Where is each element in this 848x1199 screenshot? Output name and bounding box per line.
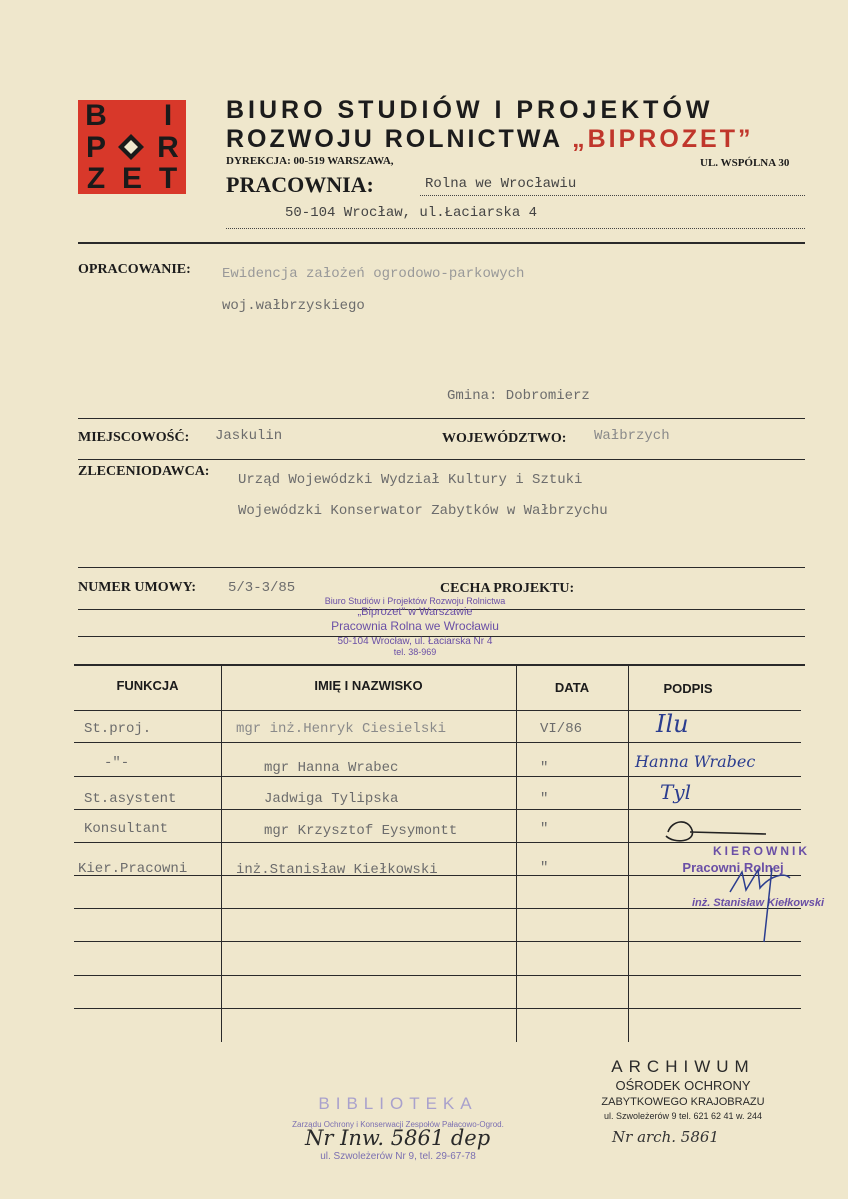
title-line-2: [226, 125, 754, 154]
table-header-podpis: PODPIS: [663, 681, 713, 696]
table-cell-funkcja: St.proj.: [84, 721, 152, 737]
biprozet-logo: [78, 100, 186, 194]
table-header-data: DATA: [554, 680, 590, 695]
table-rule: [74, 710, 801, 711]
miejscowosc-value: Jaskulin: [215, 428, 283, 444]
logo-letter: Z: [86, 162, 106, 195]
diamond-icon: [118, 134, 144, 160]
stamp-line: KIEROWNIK: [713, 844, 810, 858]
wojewodztwo-value: Wałbrzych: [594, 428, 670, 444]
stamp-line: Pracowni Rolnej: [682, 860, 784, 875]
table-cell-funkcja: Kier.Pracowni: [78, 861, 188, 877]
table-column-divider: [628, 666, 629, 1042]
table-cell-nazwisko: mgr inż.Henryk Ciesielski: [236, 721, 447, 737]
table-cell-funkcja: St.asystent: [84, 791, 177, 807]
cecha-projektu-label: CECHA PROJEKTU:: [440, 581, 575, 596]
title-brand: „BIPROZET”: [572, 125, 754, 153]
table-cell-nazwisko: Jadwiga Tylipska: [264, 791, 399, 807]
row-rule: [78, 418, 805, 419]
logo-letter: I: [163, 99, 173, 132]
archiwum-line: ZABYTKOWEGO KRAJOBRAZU: [601, 1096, 765, 1108]
title-line-1: BIURO STUDIÓW I PROJEKTÓW: [226, 96, 714, 124]
archiwum-handwritten: Nr arch. 5861: [612, 1128, 719, 1146]
table-rule: [74, 776, 801, 777]
dotted-line: [420, 195, 805, 196]
table-cell-data: ": [540, 760, 549, 776]
opracowanie-label: OPRACOWANIE:: [78, 262, 191, 277]
gmina-text: Gmina: Dobromierz: [447, 388, 590, 404]
address-text: UL. WSPÓLNA 30: [700, 157, 790, 169]
stamp-line: inż. Stanisław Kiełkowski: [691, 897, 824, 909]
zleceniodawca-label: ZLECENIODAWCA:: [78, 464, 210, 479]
archiwum-line: ul. Szwoleżerów 9 tel. 621 62 41 w. 244: [603, 1111, 763, 1121]
biprozet-stamp: [300, 596, 530, 657]
title-org: ROZWOJU ROLNICTWA: [226, 125, 563, 153]
table-cell-data: ": [540, 860, 549, 876]
table-header-funkcja: FUNKCJA: [116, 678, 179, 693]
signature-mark: [660, 812, 770, 848]
table-column-divider: [221, 666, 222, 1042]
row-rule: [78, 567, 805, 568]
numer-umowy-value: 5/3-3/85: [228, 580, 296, 596]
signature: Hanna Wrabec: [635, 752, 756, 771]
table-cell-data: ": [540, 821, 549, 837]
zleceniodawca-line-1: Urząd Wojewódzki Wydział Kultury i Sztuki: [238, 472, 583, 488]
signature: Ilu: [656, 710, 689, 738]
logo-letter: P: [85, 131, 106, 164]
logo-letter: T: [158, 162, 178, 195]
biblioteka-title: BIBLIOTEKA: [318, 1094, 478, 1113]
table-cell-funkcja: Konsultant: [84, 821, 169, 837]
table-rule: [74, 941, 801, 942]
table-column-divider: [516, 666, 517, 1042]
table-cell-data: VI/86: [540, 721, 583, 737]
opracowanie-line-1: Ewidencja założeń ogrodowo-parkowych: [222, 266, 525, 282]
row-rule: [78, 459, 805, 460]
stamp-line: 50-104 Wrocław, ul. Łaciarska Nr 4: [337, 636, 493, 647]
stamp-line: „Biprozet” w Warszawie: [357, 606, 473, 618]
miejscowosc-label: MIEJSCOWOŚĆ:: [78, 430, 190, 445]
stamp-line: tel. 38-969: [393, 647, 437, 657]
table-cell-nazwisko: mgr Hanna Wrabec: [264, 760, 399, 776]
table-cell-nazwisko: mgr Krzysztof Eysymontt: [264, 823, 458, 839]
logo-letter: R: [157, 131, 179, 164]
biblioteka-line: Zarządu Ochrony i Konserwacji Zespołów Pałacowo-Ogrod.: [292, 1120, 504, 1129]
biblioteka-line: ul. Szwoleżerów Nr 9, tel. 29-67-78: [320, 1151, 476, 1162]
signature: Tyl: [660, 780, 692, 804]
logo-letter: B: [85, 99, 107, 132]
dotted-line: [226, 228, 805, 229]
table-rule: [74, 742, 801, 743]
biblioteka-handwritten: Nr Inw. 5861 dep: [305, 1126, 491, 1150]
table-top-rule: [74, 664, 805, 666]
archiwum-line: OŚRODEK OCHRONY: [615, 1078, 751, 1093]
signature-mark: [720, 862, 800, 947]
opracowanie-line-2: woj.wałbrzyskiego: [222, 298, 365, 314]
table-rule: [74, 1008, 801, 1009]
logo-letter: E: [121, 162, 142, 195]
table-rule: [74, 809, 801, 810]
table-header-nazwisko: IMIĘ I NAZWISKO: [314, 678, 423, 693]
table-cell-data: ": [540, 791, 549, 807]
pracownia-value: Rolna we Wrocławiu: [425, 176, 577, 192]
pracownia-label: PRACOWNIA:: [226, 172, 374, 197]
stamp-line: Pracownia Rolna we Wrocławiu: [331, 619, 499, 633]
table-cell-funkcja: -"-: [104, 755, 130, 771]
stamp-line: Biuro Studiów i Projektów Rozwoju Rolnictwa: [324, 596, 506, 606]
dyrekcja-text: DYREKCJA: 00-519 WARSZAWA,: [226, 155, 394, 167]
zleceniodawca-line-2: Wojewódzki Konserwator Zabytków w Wałbrzychu: [238, 503, 608, 519]
table-rule: [74, 975, 801, 976]
archiwum-title: ARCHIWUM: [611, 1057, 755, 1076]
pracownia-address: 50-104 Wrocław, ul.Łaciarska 4: [285, 205, 538, 221]
archiwum-stamp: [578, 1057, 788, 1121]
table-cell-nazwisko: inż.Stanisław Kiełkowski: [236, 862, 438, 878]
numer-umowy-label: NUMER UMOWY:: [78, 580, 197, 595]
header-rule: [78, 242, 805, 244]
wojewodztwo-label: WOJEWÓDZTWO:: [442, 431, 567, 446]
